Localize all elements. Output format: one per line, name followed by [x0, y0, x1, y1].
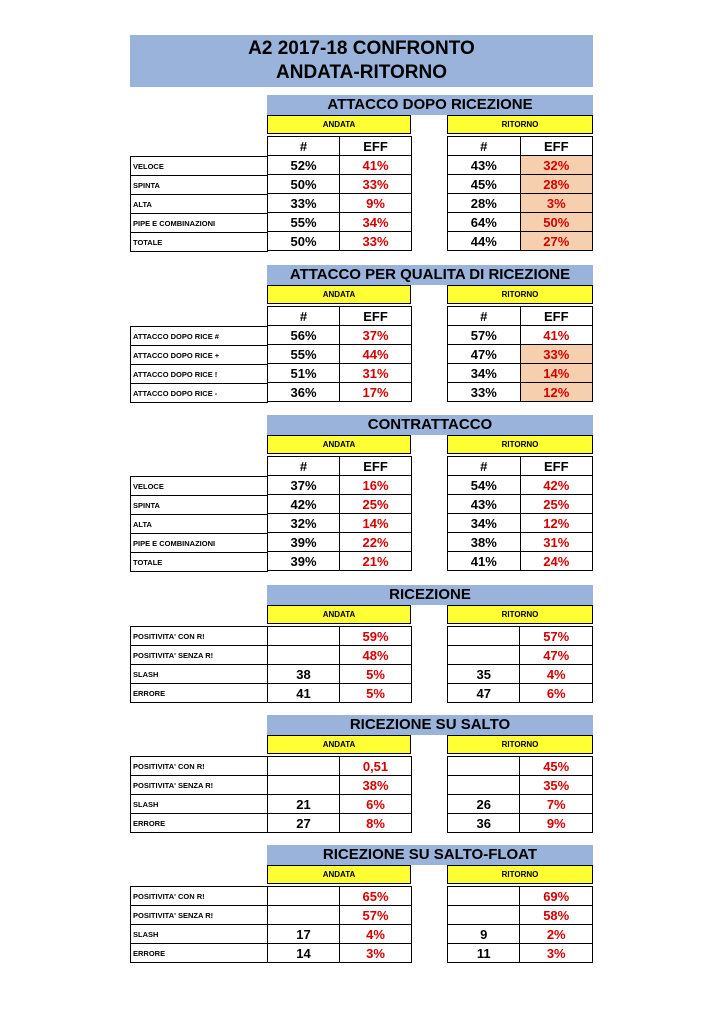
row-label: ATTACCO DOPO RICE -	[131, 384, 268, 403]
section-title: CONTRATTACCO	[267, 415, 593, 435]
table-row	[448, 476, 593, 495]
hash-header: #	[268, 457, 340, 476]
table-row	[131, 515, 268, 534]
ritorno-table	[447, 456, 593, 571]
row-label: ERRORE	[131, 944, 268, 963]
andata-header: ANDATA	[267, 115, 411, 134]
row-label: PIPE E COMBINAZIONI	[131, 534, 268, 553]
ritorno-percent: 38%	[448, 533, 521, 552]
ritorno-percent: 26	[448, 795, 520, 814]
andata-eff: 3%	[340, 944, 412, 963]
table-row	[268, 495, 412, 514]
title-line-2: ANDATA-RITORNO	[276, 62, 447, 83]
row-labels	[130, 476, 268, 572]
table-row	[448, 776, 593, 795]
ritorno-eff: 41%	[520, 326, 593, 345]
table-row	[268, 944, 412, 963]
ritorno-eff: 58%	[520, 906, 593, 925]
row-label: TOTALE	[131, 553, 268, 572]
section-title: ATTACCO DOPO RICEZIONE	[267, 95, 593, 115]
row-label: POSITIVITA' SENZA R!	[131, 776, 268, 795]
ritorno-eff: 35%	[520, 776, 593, 795]
table-row	[131, 233, 268, 252]
hash-header: #	[448, 137, 521, 156]
andata-header: ANDATA	[267, 865, 411, 884]
andata-table	[267, 306, 412, 402]
andata-eff: 37%	[340, 326, 412, 345]
ritorno-percent: 35	[448, 665, 520, 684]
row-labels	[130, 886, 268, 963]
row-label: POSITIVITA' CON R!	[131, 757, 268, 776]
table-row	[131, 795, 268, 814]
table-row	[448, 383, 593, 402]
hash-header: #	[268, 307, 340, 326]
ritorno-eff: 2%	[520, 925, 593, 944]
ritorno-percent: 36	[448, 814, 520, 833]
table-row	[448, 514, 593, 533]
ritorno-eff: 45%	[520, 757, 593, 776]
table-row	[131, 384, 268, 403]
ritorno-eff: 27%	[520, 232, 593, 251]
row-label: ATTACCO DOPO RICE !	[131, 365, 268, 384]
ritorno-percent: 33%	[448, 383, 521, 402]
ritorno-header: RITORNO	[447, 605, 593, 624]
table-row	[448, 627, 593, 646]
andata-eff: 14%	[340, 514, 412, 533]
ritorno-eff: 47%	[520, 646, 593, 665]
table-row	[448, 213, 593, 232]
ritorno-header: RITORNO	[447, 435, 593, 454]
ritorno-percent: 54%	[448, 476, 521, 495]
ritorno-eff: 14%	[520, 364, 593, 383]
ritorno-percent: 9	[448, 925, 520, 944]
row-label: SPINTA	[131, 496, 268, 515]
ritorno-eff: 57%	[520, 627, 593, 646]
ritorno-percent: 43%	[448, 495, 521, 514]
andata-eff: 48%	[340, 646, 412, 665]
table-row	[131, 534, 268, 553]
table-row	[268, 175, 412, 194]
table-row	[448, 906, 593, 925]
ritorno-header: RITORNO	[447, 865, 593, 884]
ritorno-eff: 32%	[520, 156, 593, 175]
row-labels	[130, 626, 268, 703]
row-label: PIPE E COMBINAZIONI	[131, 214, 268, 233]
andata-eff: 0,51	[340, 757, 412, 776]
andata-percent	[268, 627, 340, 646]
row-labels	[130, 326, 268, 403]
row-label: ATTACCO DOPO RICE +	[131, 346, 268, 365]
table-row	[131, 176, 268, 195]
andata-percent: 27	[268, 814, 340, 833]
ritorno-percent: 47	[448, 684, 520, 703]
table-row	[448, 795, 593, 814]
ritorno-percent: 64%	[448, 213, 521, 232]
table-row	[131, 627, 268, 646]
row-label: POSITIVITA' SENZA R!	[131, 646, 268, 665]
ritorno-eff: 3%	[520, 194, 593, 213]
eff-header: EFF	[520, 457, 593, 476]
hash-header: #	[448, 307, 521, 326]
table-row	[448, 887, 593, 906]
andata-percent: 17	[268, 925, 340, 944]
ritorno-eff: 28%	[520, 175, 593, 194]
row-label: ERRORE	[131, 684, 268, 703]
ritorno-percent: 11	[448, 944, 520, 963]
table-row	[268, 552, 412, 571]
hash-header: #	[268, 137, 340, 156]
table-row	[268, 925, 412, 944]
andata-eff: 4%	[340, 925, 412, 944]
andata-percent	[268, 906, 340, 925]
andata-eff: 34%	[340, 213, 412, 232]
andata-percent: 37%	[268, 476, 340, 495]
table-row	[268, 814, 412, 833]
andata-header: ANDATA	[267, 285, 411, 304]
table-row	[448, 757, 593, 776]
ritorno-table	[447, 306, 593, 402]
table-row	[131, 195, 268, 214]
ritorno-percent: 34%	[448, 364, 521, 383]
andata-eff: 38%	[340, 776, 412, 795]
section-title: RICEZIONE SU SALTO-FLOAT	[267, 845, 593, 865]
table-row	[268, 364, 412, 383]
table-row	[131, 346, 268, 365]
ritorno-percent: 43%	[448, 156, 521, 175]
andata-percent	[268, 757, 340, 776]
ritorno-eff: 69%	[520, 887, 593, 906]
andata-percent: 39%	[268, 533, 340, 552]
andata-eff: 25%	[340, 495, 412, 514]
andata-header: ANDATA	[267, 735, 411, 754]
table-row	[448, 684, 593, 703]
section-title: RICEZIONE	[267, 585, 593, 605]
eff-header: EFF	[340, 307, 412, 326]
table-row	[448, 552, 593, 571]
andata-percent	[268, 776, 340, 795]
table-row	[448, 646, 593, 665]
table-row	[268, 156, 412, 175]
andata-eff: 21%	[340, 552, 412, 571]
table-row	[268, 533, 412, 552]
table-row	[448, 364, 593, 383]
table-row	[448, 345, 593, 364]
andata-table	[267, 456, 412, 571]
ritorno-eff: 31%	[520, 533, 593, 552]
table-row	[131, 553, 268, 572]
table-row	[268, 326, 412, 345]
table-row	[131, 157, 268, 176]
ritorno-percent	[448, 776, 520, 795]
row-label: ALTA	[131, 195, 268, 214]
eff-header: EFF	[340, 137, 412, 156]
ritorno-percent	[448, 906, 520, 925]
row-label: POSITIVITA' CON R!	[131, 627, 268, 646]
table-row	[131, 477, 268, 496]
andata-table	[267, 626, 412, 703]
andata-eff: 65%	[340, 887, 412, 906]
andata-eff: 16%	[340, 476, 412, 495]
andata-eff: 22%	[340, 533, 412, 552]
row-labels	[130, 756, 268, 833]
andata-eff: 41%	[340, 156, 412, 175]
ritorno-eff: 4%	[520, 665, 593, 684]
table-row	[448, 925, 593, 944]
andata-eff: 5%	[340, 665, 412, 684]
row-label: ALTA	[131, 515, 268, 534]
andata-eff: 59%	[340, 627, 412, 646]
table-row	[268, 627, 412, 646]
andata-percent: 51%	[268, 364, 340, 383]
table-row	[268, 476, 412, 495]
table-row	[448, 194, 593, 213]
table-row	[448, 156, 593, 175]
andata-percent: 33%	[268, 194, 340, 213]
table-row	[131, 887, 268, 906]
ritorno-percent: 47%	[448, 345, 521, 364]
table-row	[131, 496, 268, 515]
ritorno-percent	[448, 627, 520, 646]
ritorno-percent: 41%	[448, 552, 521, 571]
table-row	[131, 646, 268, 665]
ritorno-table	[447, 886, 593, 963]
table-row	[268, 757, 412, 776]
row-label: SLASH	[131, 925, 268, 944]
andata-eff: 57%	[340, 906, 412, 925]
ritorno-percent	[448, 887, 520, 906]
andata-eff: 6%	[340, 795, 412, 814]
eff-header: EFF	[520, 307, 593, 326]
andata-percent: 52%	[268, 156, 340, 175]
table-row	[268, 776, 412, 795]
andata-percent: 21	[268, 795, 340, 814]
table-row	[268, 646, 412, 665]
ritorno-percent: 57%	[448, 326, 521, 345]
table-row	[131, 684, 268, 703]
andata-percent: 50%	[268, 232, 340, 251]
ritorno-percent: 45%	[448, 175, 521, 194]
ritorno-eff: 42%	[520, 476, 593, 495]
andata-percent: 32%	[268, 514, 340, 533]
ritorno-eff: 25%	[520, 495, 593, 514]
table-row	[131, 327, 268, 346]
table-row	[268, 514, 412, 533]
table-row	[448, 495, 593, 514]
eff-header: EFF	[340, 457, 412, 476]
ritorno-eff: 9%	[520, 814, 593, 833]
table-row	[131, 925, 268, 944]
ritorno-table	[447, 756, 593, 833]
andata-percent: 38	[268, 665, 340, 684]
ritorno-eff: 24%	[520, 552, 593, 571]
table-row	[268, 232, 412, 251]
andata-percent: 56%	[268, 326, 340, 345]
table-row	[268, 795, 412, 814]
row-label: TOTALE	[131, 233, 268, 252]
table-row	[131, 214, 268, 233]
table-row	[268, 665, 412, 684]
ritorno-percent: 28%	[448, 194, 521, 213]
andata-percent: 39%	[268, 552, 340, 571]
hash-header: #	[448, 457, 521, 476]
document-title	[130, 35, 593, 87]
andata-percent: 41	[268, 684, 340, 703]
row-label: SLASH	[131, 665, 268, 684]
andata-percent	[268, 646, 340, 665]
andata-header: ANDATA	[267, 605, 411, 624]
ritorno-header: RITORNO	[447, 735, 593, 754]
andata-percent: 50%	[268, 175, 340, 194]
ritorno-header: RITORNO	[447, 115, 593, 134]
section-title: ATTACCO PER QUALITA DI RICEZIONE	[267, 265, 593, 285]
table-row	[448, 533, 593, 552]
ritorno-eff: 12%	[520, 514, 593, 533]
ritorno-percent: 34%	[448, 514, 521, 533]
ritorno-percent: 44%	[448, 232, 521, 251]
ritorno-percent	[448, 646, 520, 665]
title-line-1: A2 2017-18 CONFRONTO	[248, 38, 475, 59]
table-row	[268, 887, 412, 906]
ritorno-percent	[448, 757, 520, 776]
row-label: POSITIVITA' CON R!	[131, 887, 268, 906]
table-row	[448, 814, 593, 833]
ritorno-eff: 3%	[520, 944, 593, 963]
andata-eff: 17%	[340, 383, 412, 402]
andata-eff: 5%	[340, 684, 412, 703]
row-label: POSITIVITA' SENZA R!	[131, 906, 268, 925]
ritorno-table	[447, 136, 593, 251]
table-row	[448, 175, 593, 194]
andata-table	[267, 136, 412, 251]
row-label: ERRORE	[131, 814, 268, 833]
ritorno-eff: 50%	[520, 213, 593, 232]
andata-percent: 36%	[268, 383, 340, 402]
table-row	[131, 757, 268, 776]
andata-eff: 33%	[340, 175, 412, 194]
row-label: SPINTA	[131, 176, 268, 195]
ritorno-table	[447, 626, 593, 703]
table-row	[448, 326, 593, 345]
table-row	[448, 232, 593, 251]
ritorno-eff: 33%	[520, 345, 593, 364]
andata-eff: 8%	[340, 814, 412, 833]
andata-table	[267, 886, 412, 963]
andata-percent: 14	[268, 944, 340, 963]
table-row	[268, 194, 412, 213]
table-row	[131, 814, 268, 833]
table-row	[268, 684, 412, 703]
table-row	[448, 665, 593, 684]
andata-eff: 33%	[340, 232, 412, 251]
andata-percent: 42%	[268, 495, 340, 514]
table-row	[131, 365, 268, 384]
andata-percent	[268, 887, 340, 906]
eff-header: EFF	[520, 137, 593, 156]
table-row	[448, 944, 593, 963]
row-label: ATTACCO DOPO RICE #	[131, 327, 268, 346]
row-label: VELOCE	[131, 477, 268, 496]
table-row	[131, 776, 268, 795]
ritorno-header: RITORNO	[447, 285, 593, 304]
andata-eff: 31%	[340, 364, 412, 383]
table-row	[268, 213, 412, 232]
table-row	[268, 906, 412, 925]
table-row	[268, 383, 412, 402]
row-label: SLASH	[131, 795, 268, 814]
section-title: RICEZIONE SU SALTO	[267, 715, 593, 735]
ritorno-eff: 12%	[520, 383, 593, 402]
row-labels	[130, 156, 268, 252]
table-row	[131, 665, 268, 684]
andata-eff: 9%	[340, 194, 412, 213]
row-label: VELOCE	[131, 157, 268, 176]
andata-eff: 44%	[340, 345, 412, 364]
andata-header: ANDATA	[267, 435, 411, 454]
ritorno-eff: 7%	[520, 795, 593, 814]
table-row	[131, 906, 268, 925]
andata-table	[267, 756, 412, 833]
andata-percent: 55%	[268, 345, 340, 364]
table-row	[268, 345, 412, 364]
ritorno-eff: 6%	[520, 684, 593, 703]
andata-percent: 55%	[268, 213, 340, 232]
table-row	[131, 944, 268, 963]
